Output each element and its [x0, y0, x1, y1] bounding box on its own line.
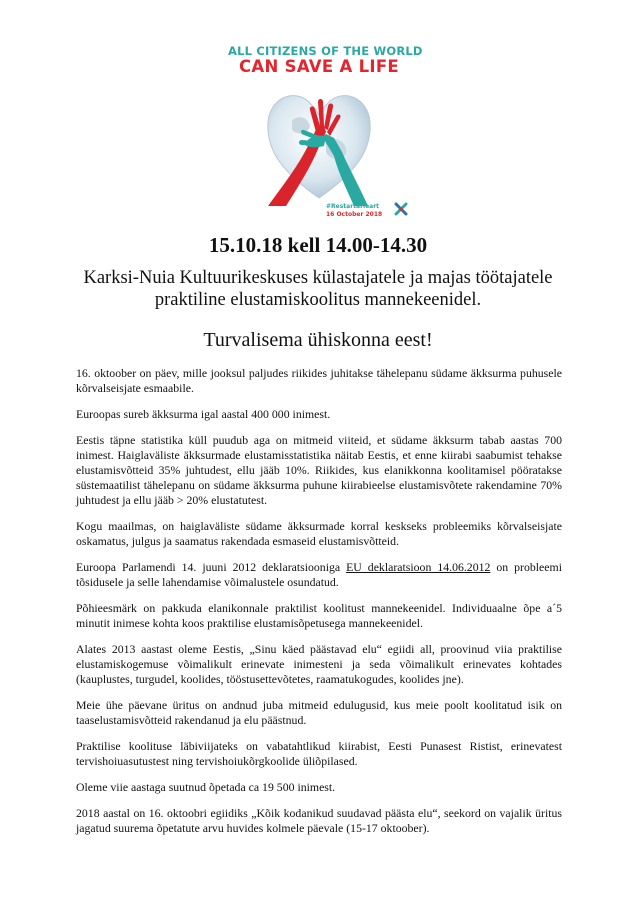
paragraph-4: Kogu maailmas, on haiglaväliste südame äkksurmade korral keskseks probleemiks kõrvalseisjate oskamatus, julgus ja saamatus rakendada esmaseid elustamisvõtteid. [76, 519, 562, 548]
logo-hashtag: #RestartaHeart [326, 203, 380, 210]
document-body [76, 366, 562, 847]
heart-hands-icon [264, 80, 374, 208]
eu-declaration-link[interactable]: EU deklaratsioon 14.06.2012 [346, 560, 491, 574]
restart-a-heart-logo [228, 44, 423, 224]
event-datetime-heading: 15.10.18 kell 14.00-14.30 [208, 233, 428, 257]
logo-event-date: 16 October 2018 [326, 210, 383, 218]
paragraph-5-text-after: on probleemi tõsidusele ja selle lahendamise võimalustele osundatud. [76, 560, 562, 589]
event-motto: Turvalisema ühiskonna eest! [203, 329, 433, 351]
paragraph-5-text-before: Euroopa Parlamendi 14. juuni 2012 deklaratsiooniga [76, 560, 347, 574]
paragraph-2: Euroopas sureb äkksurma igal aastal 400 000 inimest. [76, 407, 331, 421]
logo-slogan-line2: CAN SAVE A LIFE [239, 57, 399, 76]
paragraph-8: Meie ühe päevane üritus on andnud juba mitmeid edulugusid, kus meie poolt koolitatud isik on taaselustamisvõtteid rakendanud ja elu päästnud. [76, 698, 562, 727]
cross-mark-icon [394, 202, 408, 216]
paragraph-10: Oleme viie aastaga suutnud õpetada ca 19 500 inimest. [76, 780, 336, 794]
paragraph-7: Alates 2013 aastast oleme Eestis, „Sinu käed päästavad elu“ egiidi all, proovinud viia praktilise elustamiskogemuse võimalikult erinevate inimesteni ja seda võimalikult erinevates kohtades (kauplustes, turgudel, koolides, tööstusettevõtetes, raamatukogudes, koolides jne). [76, 642, 562, 686]
paragraph-6: Põhieesmärk on pakkuda elanikonnale praktilist koolitust mannekeenidel. Individuaalne õpe a´5 minutit inimese kohta koos praktilise elustamisõpetusega mannekeenidel. [76, 601, 562, 630]
logo-slogan-line1: ALL CITIZENS OF THE WORLD [228, 44, 423, 58]
event-subtitle: Karksi-Nuia Kultuurikeskuses külastajatele ja majas töötajatele praktiline elustamiskoolitus mannekeenidel. [83, 268, 553, 310]
paragraph-1: 16. oktoober on päev, mille jooksul paljudes riikides juhitakse tähelepanu südame äkksurma puhusele kõrvalseisjate esmaabile. [76, 366, 562, 395]
paragraph-9: Praktilise koolituse läbiviijateks on vabatahtlikud kiirabist, Eesti Punasest Ristist, erinevatest tervishoiuasutustest ning tervishoiukõrgkoolide üliõpilased. [76, 739, 562, 768]
paragraph-5 [76, 560, 562, 590]
paragraph-11: 2018 aastal on 16. oktoobri egiidiks „Kõik kodanikud suudavad päästa elu“, seekord on vajalik üritus jagatud suurema õpetatute arvu huvides kolmele päevale (15-17 oktoober). [76, 806, 562, 835]
paragraph-3: Eestis täpne statistika küll puudub aga on mitmeid viiteid, et südame äkksurm tabab aastas 700 inimest. Haiglaväliste äkksurmade elustamisstatistika näitab Eestis, et enne kiirabi saabumist tehakse elustamisvõtteid 35% juhtudest, ellu jääb 10%. Riikides, kus elanikkonna koolitamisel pööratakse süstemaatilist tähelepanu on südame äkksurma puhune kiirabieelse elustamisvõtete rakendamine 70% juhtudest ja ellu jääb > 20% elustatutest. [76, 433, 562, 507]
